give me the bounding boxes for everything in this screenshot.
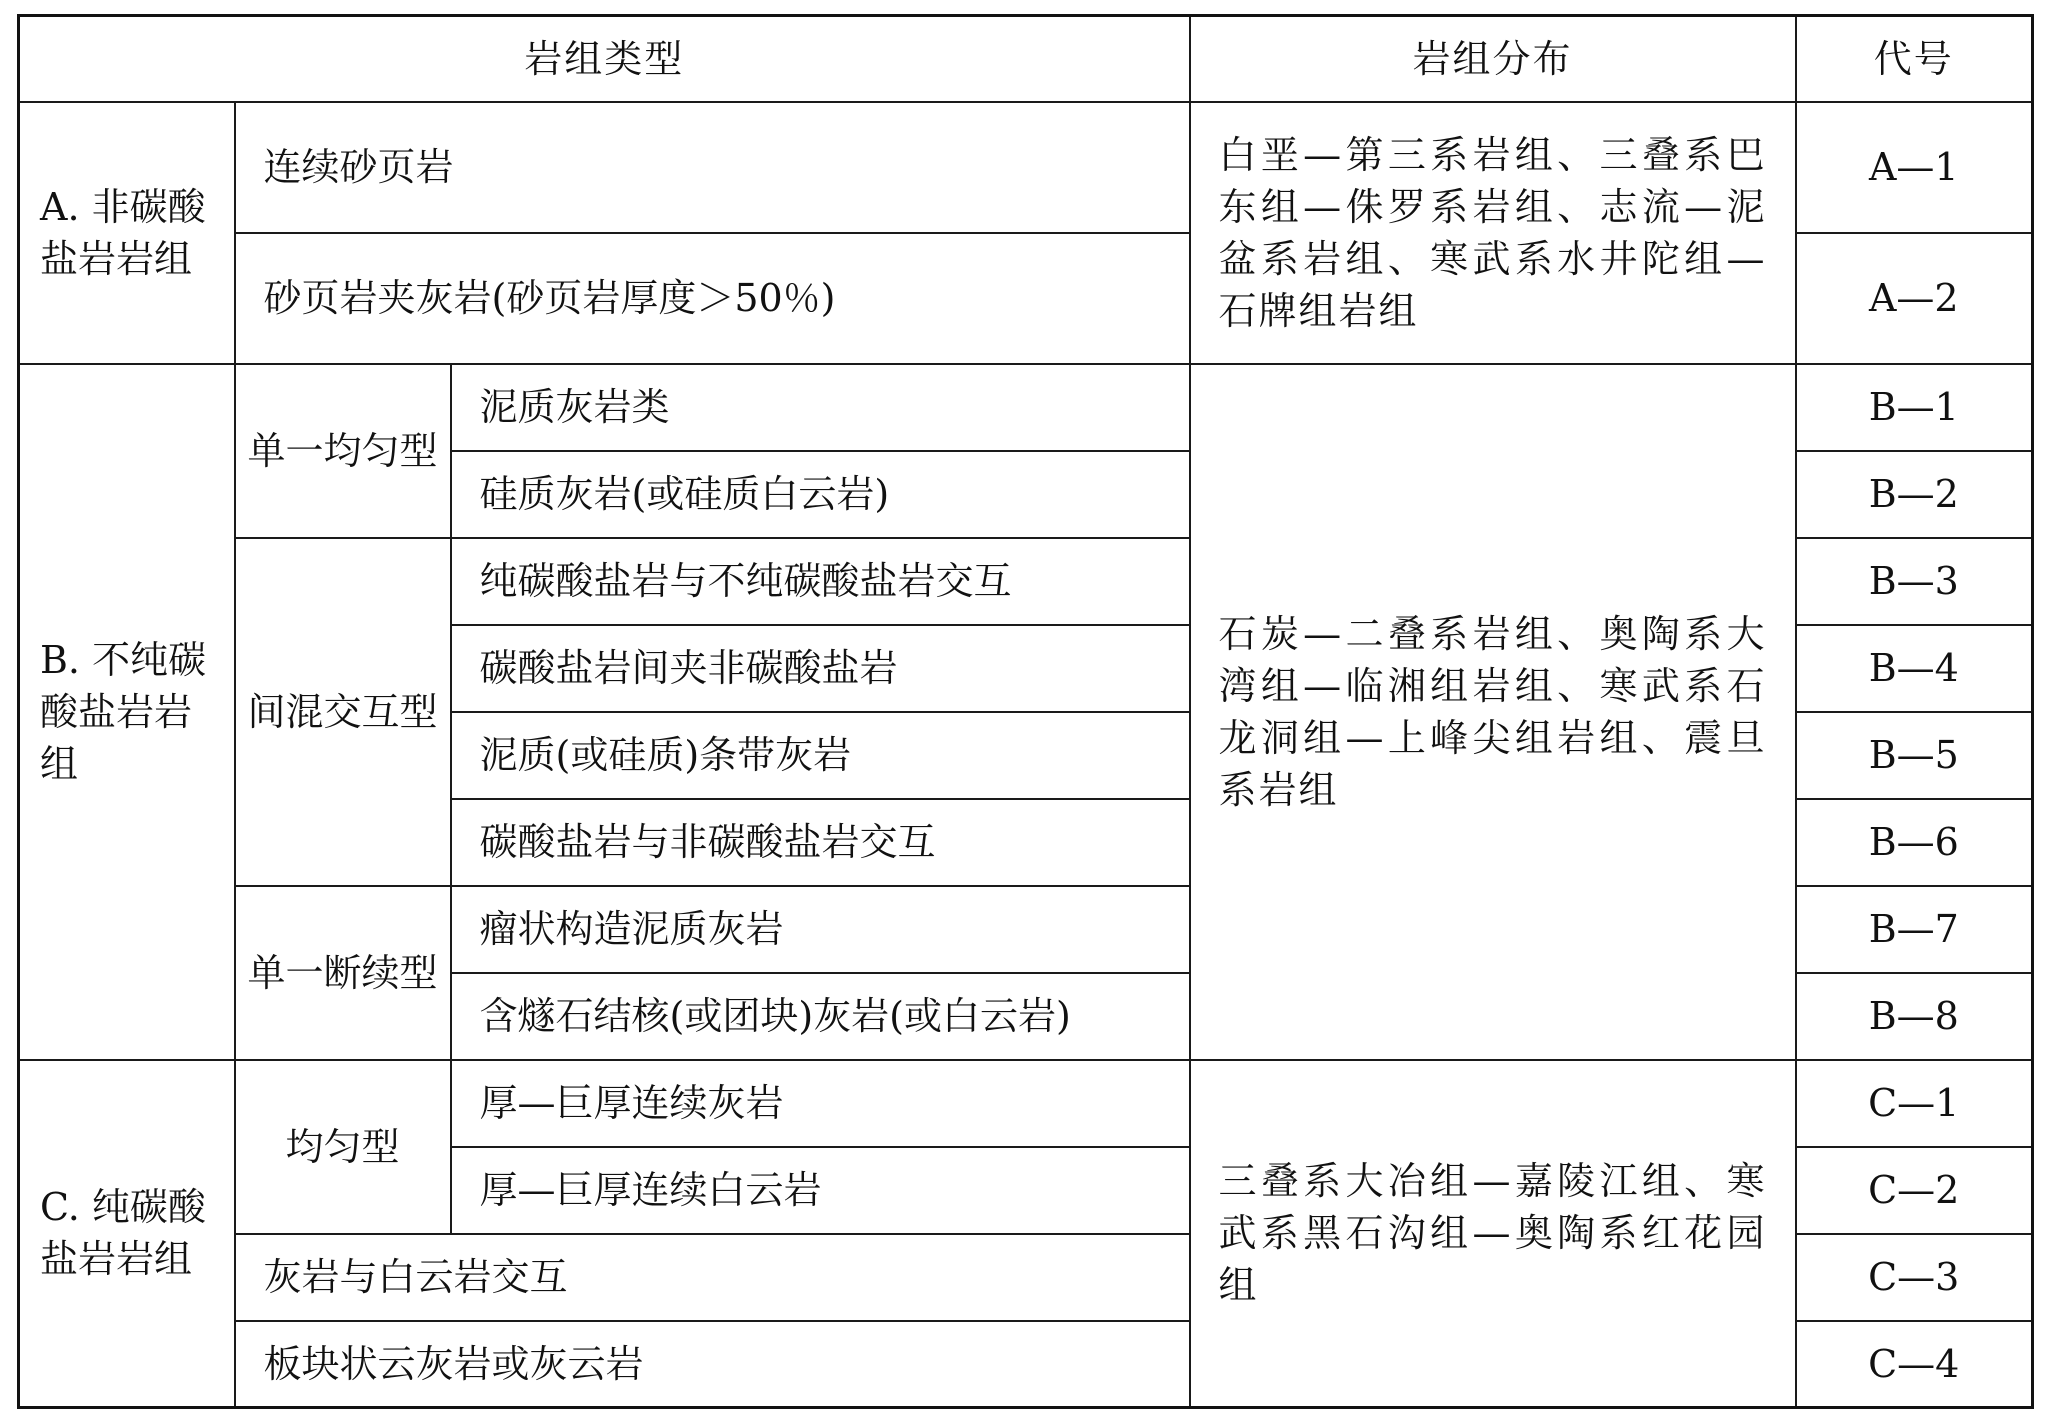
code-cell: B—3 (1796, 538, 2033, 625)
header-code: 代号 (1796, 16, 2033, 102)
code-cell: B—6 (1796, 799, 2033, 886)
subtype-single-uniform: 单一均匀型 (235, 364, 451, 538)
code-cell: B—8 (1796, 973, 2033, 1060)
rock-type-cell: 瘤状构造泥质灰岩 (451, 886, 1190, 973)
rock-type-cell: 板块状云灰岩或灰云岩 (235, 1321, 1190, 1408)
group-label-c: C. 纯碳酸盐岩岩组 (19, 1060, 235, 1408)
code-cell: B—5 (1796, 712, 2033, 799)
code-cell: C—4 (1796, 1321, 2033, 1408)
code-cell: B—2 (1796, 451, 2033, 538)
distribution-cell-c: 三叠系大冶组—嘉陵江组、寒武系黑石沟组—奥陶系红花园组 (1190, 1060, 1796, 1408)
distribution-cell-a: 白垩—第三系岩组、三叠系巴东组—侏罗系岩组、志流—泥盆系岩组、寒武系水井陀组—石牌组岩组 (1190, 102, 1796, 364)
rock-type-cell: 泥质灰岩类 (451, 364, 1190, 451)
code-cell: B—4 (1796, 625, 2033, 712)
header-distribution: 岩组分布 (1190, 16, 1796, 102)
rock-group-table (17, 14, 2034, 1409)
rock-type-cell: 含燧石结核(或团块)灰岩(或白云岩) (451, 973, 1190, 1060)
subtype-uniform: 均匀型 (235, 1060, 451, 1234)
header-type: 岩组类型 (19, 16, 1190, 102)
code-cell: A—1 (1796, 102, 2033, 233)
table-row (19, 364, 2033, 451)
code-cell: C—1 (1796, 1060, 2033, 1147)
table-row (19, 1060, 2033, 1147)
group-label-a: A. 非碳酸盐岩岩组 (19, 102, 235, 364)
rock-type-cell: 厚—巨厚连续白云岩 (451, 1147, 1190, 1234)
table-row (19, 102, 2033, 233)
rock-type-cell: 泥质(或硅质)条带灰岩 (451, 712, 1190, 799)
rock-type-cell: 灰岩与白云岩交互 (235, 1234, 1190, 1321)
rock-type-cell: 纯碳酸盐岩与不纯碳酸盐岩交互 (451, 538, 1190, 625)
rock-type-cell: 砂页岩夹灰岩(砂页岩厚度＞50％) (235, 233, 1190, 364)
distribution-cell-b: 石炭—二叠系岩组、奥陶系大湾组—临湘组岩组、寒武系石龙洞组—上峰尖组岩组、震旦系岩组 (1190, 364, 1796, 1060)
group-label-b: B. 不纯碳酸盐岩岩组 (19, 364, 235, 1060)
rock-type-cell: 连续砂页岩 (235, 102, 1190, 233)
header-row (19, 16, 2033, 102)
rock-type-cell: 碳酸盐岩间夹非碳酸盐岩 (451, 625, 1190, 712)
code-cell: B—1 (1796, 364, 2033, 451)
rock-type-cell: 厚—巨厚连续灰岩 (451, 1060, 1190, 1147)
rock-type-cell: 碳酸盐岩与非碳酸盐岩交互 (451, 799, 1190, 886)
code-cell: A—2 (1796, 233, 2033, 364)
code-cell: B—7 (1796, 886, 2033, 973)
subtype-mixed-alternating: 间混交互型 (235, 538, 451, 886)
code-cell: C—2 (1796, 1147, 2033, 1234)
rock-type-cell: 硅质灰岩(或硅质白云岩) (451, 451, 1190, 538)
code-cell: C—3 (1796, 1234, 2033, 1321)
subtype-single-discontinuous: 单一断续型 (235, 886, 451, 1060)
